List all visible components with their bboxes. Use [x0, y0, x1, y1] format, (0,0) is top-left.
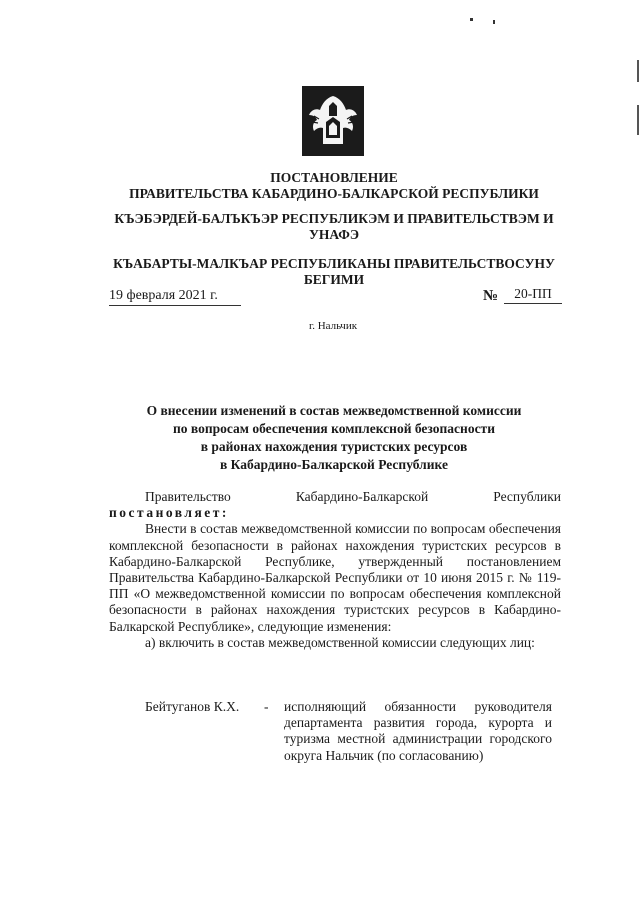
member-dash: - [264, 699, 269, 714]
city-name: г. Нальчик [308, 320, 358, 332]
scan-edge-mark [637, 60, 639, 82]
header-line-decree: ПОСТАНОВЛЕНИЕ [270, 170, 398, 185]
document-date: 19 февраля 2021 г. [109, 287, 241, 306]
header-line-balkar-1: КЪАБАРТЫ-МАЛКЪАР РЕСПУБЛИКАНЫ ПРАВИТЕЛЬСТВОСУНУ [113, 256, 555, 271]
document-number: 20-ПП [504, 285, 562, 304]
title-line-3: в районах нахождения туристских ресурсов [200, 439, 468, 454]
decrees-word: постановляет: [109, 505, 229, 521]
government-word: Кабардино-Балкарской [295, 489, 429, 504]
scan-speck [470, 18, 473, 21]
header-balkar [96, 256, 572, 288]
header-line-government: ПРАВИТЕЛЬСТВА КАБАРДИНО-БАЛКАРСКОЙ РЕСПУБЛИКИ [129, 186, 539, 201]
government-word: Правительство [145, 489, 231, 504]
header-kabardian [96, 211, 572, 243]
government-word: Республики [493, 489, 561, 504]
number-sign: № [483, 288, 499, 304]
header-title [100, 170, 568, 202]
government-line [109, 489, 561, 505]
body-paragraph: Внести в состав межведомственной комиссии по вопросам обеспечения комплексной безопасности в районах нахождения туристских ресурсов в Кабардино-Балкарской Республике, утвержденный постановлением Правительства Кабардино-Балкарской Республики от 10 июня 2015 г. № 119-ПП «О межведомственной комиссии по вопросам обеспечения комплексной безопасности в районах нахождения туристских ресурсов в Кабардино-Балкарской Республике», следующие изменения: [109, 521, 561, 634]
title-line-2: по вопросам обеспечения комплексной безопасности [173, 421, 495, 436]
member-name: Бейтуганов К.Х. [145, 699, 240, 714]
scan-edge-mark [637, 105, 639, 135]
document-body [109, 489, 561, 651]
scan-speck [493, 20, 495, 24]
title-line-1: О внесении изменений в состав межведомственной комиссии [146, 403, 522, 418]
title-line-4: в Кабардино-Балкарской Республике [220, 457, 448, 472]
member-role: исполняющий обязанности руководителя департамента развития города, курорта и туризма местной администрации городского округа Нальчик (по согласованию) [284, 699, 552, 763]
header-line-balkar-2: БЕГИМИ [303, 272, 365, 287]
coat-of-arms-emblem [302, 86, 364, 156]
item-a: а) включить в состав межведомственной комиссии следующих лиц: [145, 634, 535, 650]
header-line-kabardian-2: УНАФЭ [308, 227, 360, 242]
document-title [88, 402, 580, 474]
header-line-kabardian-1: КЪЭБЭРДЕЙ-БАЛЪКЪЭР РЕСПУБЛИКЭМ И ПРАВИТЕЛЬСТВЭМ И [114, 211, 554, 226]
